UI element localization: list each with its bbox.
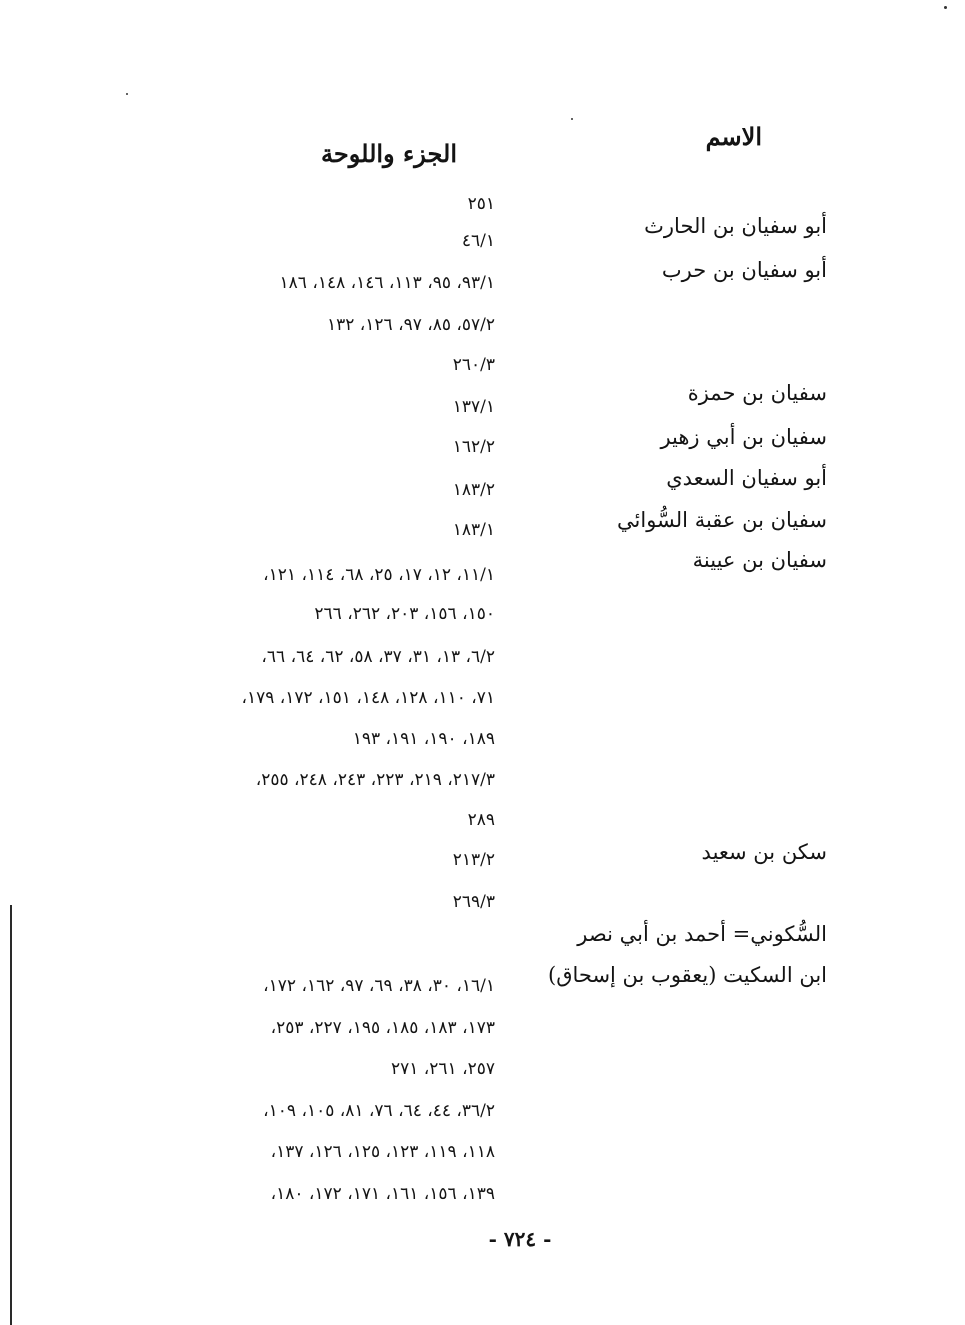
index-name: سفيان بن حمزة — [687, 381, 827, 405]
volume-reference: ١٣٩، ١٥٦، ١٦١، ١٧١، ١٧٢، ١٨٠، — [270, 1184, 495, 1204]
scan-speck — [571, 118, 573, 120]
volume-reference: ٤٦/١ — [461, 231, 495, 251]
volume-reference: ٢١٣/٢ — [452, 850, 495, 870]
volume-reference: ١٨٩، ١٩٠، ١٩١، ١٩٣ — [352, 729, 495, 749]
volume-reference: ١٨٣/٢ — [452, 480, 495, 500]
name-column-header: الاسم — [705, 122, 762, 151]
volume-reference: ١٧٣، ١٨٣، ١٨٥، ١٩٥، ٢٢٧، ٢٥٣، — [270, 1018, 495, 1038]
volume-reference: ١٥٠، ١٥٦، ٢٠٣، ٢٦٢، ٢٦٦ — [314, 604, 495, 624]
volume-reference: ١١٨، ١١٩، ١٢٣، ١٢٥، ١٢٦، ١٣٧، — [270, 1142, 495, 1162]
page-number: - ٧٢٤ - — [488, 1227, 552, 1251]
volume-reference: ٢٥١ — [467, 194, 495, 214]
volume-reference: ٢٦٩/٣ — [452, 892, 495, 912]
scan-speck — [126, 93, 128, 95]
volume-reference: ٩٣/١، ٩٥، ١١٣، ١٤٦، ١٤٨، ١٨٦ — [279, 273, 495, 293]
scan-edge-line — [10, 905, 12, 1325]
volume-column-header: الجزء واللوحة — [321, 139, 457, 168]
volume-reference: ١١/١، ١٢، ١٧، ٢٥، ٦٨، ١١٤، ١٢١، — [263, 565, 495, 585]
volume-reference: ٢١٧/٣، ٢١٩، ٢٢٣، ٢٤٣، ٢٤٨، ٢٥٥، — [255, 770, 495, 790]
index-name: سفيان بن أبي زهير — [660, 425, 827, 449]
volume-reference: ٧١، ١١٠، ١٢٨، ١٤٨، ١٥١، ١٧٢، ١٧٩، — [241, 688, 495, 708]
index-name: سكن بن سعيد — [701, 840, 827, 864]
volume-reference: ١٨٣/١ — [452, 520, 495, 540]
volume-reference: ٢٨٩ — [467, 810, 495, 830]
volume-reference: ٢٦٠/٣ — [452, 355, 495, 375]
volume-reference: ١٦٢/٢ — [452, 437, 495, 457]
volume-reference: ١٦/١، ٣٠، ٣٨، ٦٩، ٩٧، ١٦٢، ١٧٢، — [263, 976, 495, 996]
index-name: أبو سفيان السعدي — [666, 466, 827, 490]
index-name: أبو سفيان بن حرب — [661, 258, 827, 282]
index-name: السُّكوني= أحمد بن أبي نصر — [577, 922, 827, 946]
scan-speck — [944, 6, 947, 9]
volume-reference: ٦/٢، ١٣، ٣١، ٣٧، ٥٨، ٦٢، ٦٤، ٦٦، — [261, 647, 495, 667]
volume-reference: ٢٥٧، ٢٦١، ٢٧١ — [391, 1059, 495, 1079]
index-name: ابن السكيت (يعقوب بن إسحاق) — [548, 963, 827, 987]
index-name: سفيان بن عقبة السُّوائي — [617, 508, 827, 532]
volume-reference: ١٣٧/١ — [452, 397, 495, 417]
volume-reference: ٣٦/٢، ٤٤، ٦٤، ٧٦، ٨١، ١٠٥، ١٠٩، — [263, 1101, 495, 1121]
volume-reference: ٥٧/٢، ٨٥، ٩٧، ١٢٦، ١٣٢ — [326, 315, 495, 335]
index-name: أبو سفيان بن الحارث — [644, 214, 827, 238]
index-name: سفيان بن عيينة — [692, 548, 827, 572]
